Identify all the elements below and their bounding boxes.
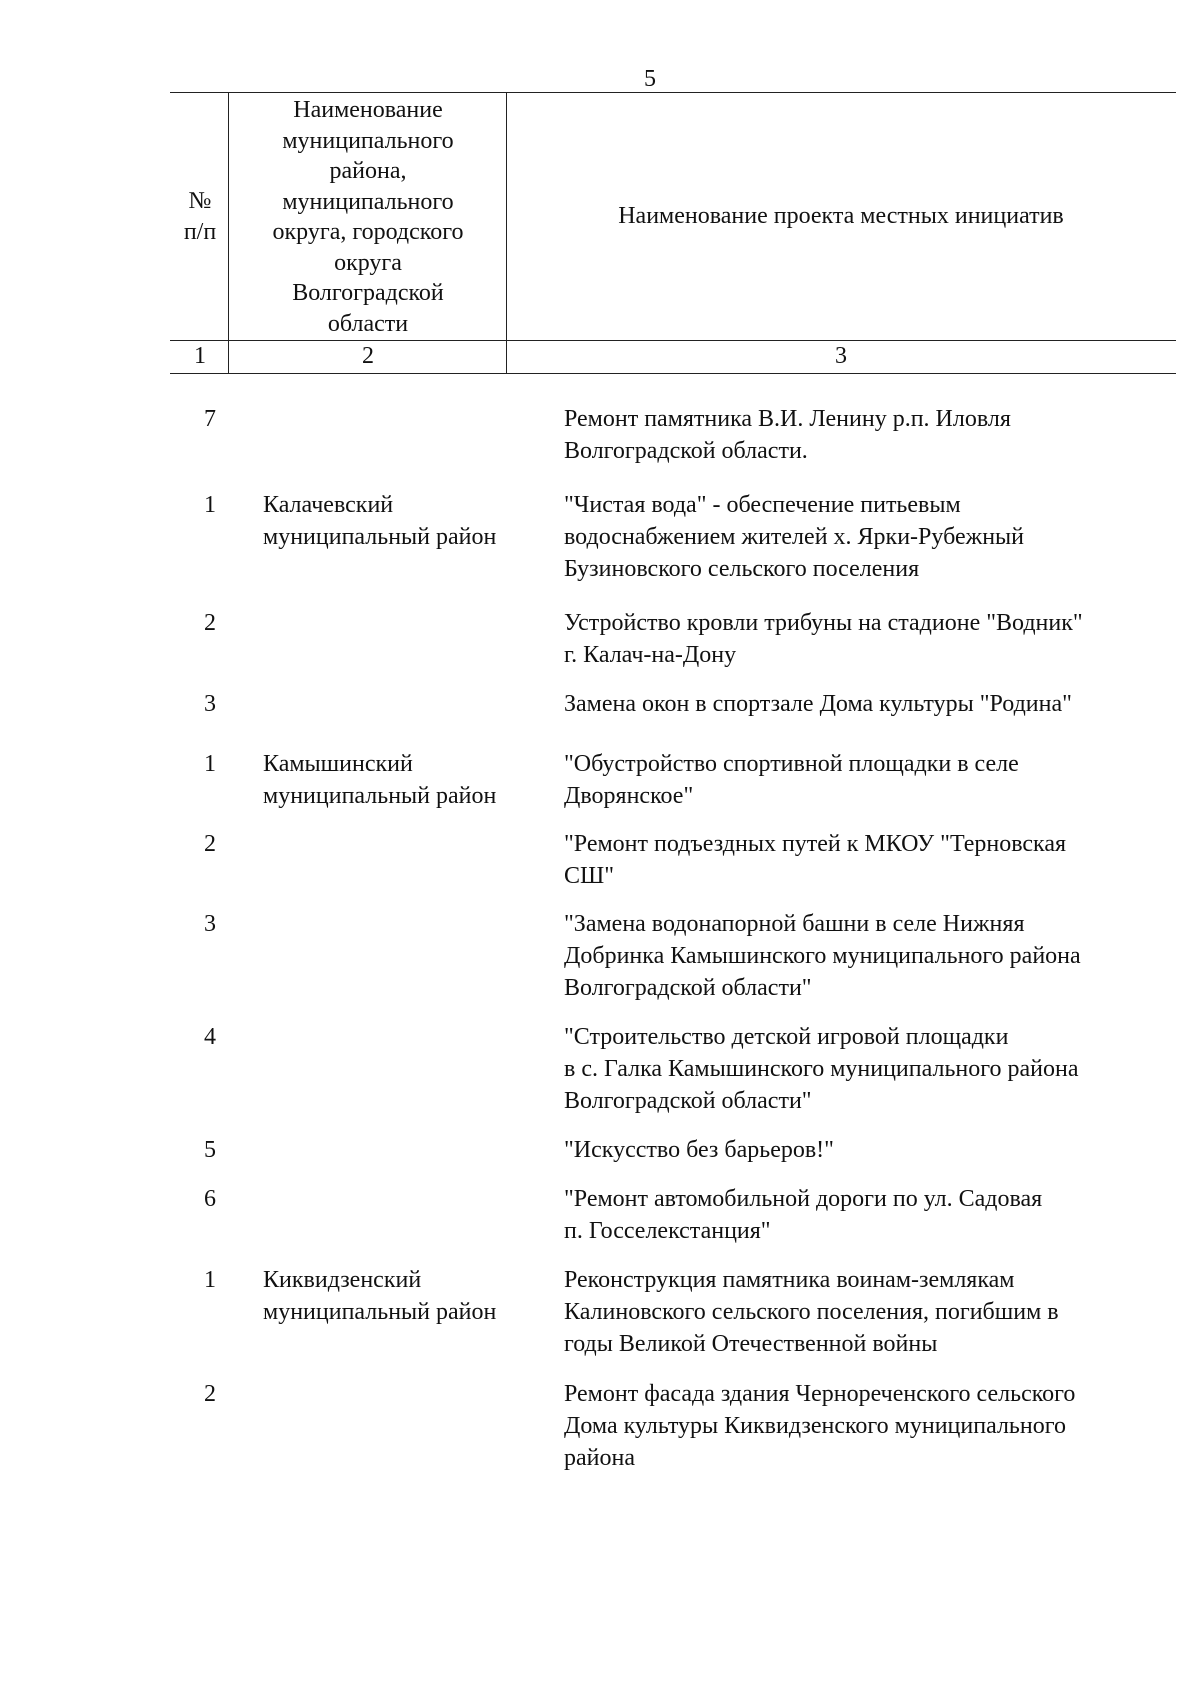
project-line: Реконструкция памятника воинам-землякам (564, 1267, 1015, 1293)
column-number-3: 3 (835, 343, 847, 369)
project-line: Волгоградской области" (564, 1088, 812, 1114)
project-line: Калиновского сельского поселения, погибшим в (564, 1299, 1059, 1325)
row-number: 2 (204, 831, 216, 857)
page-number: 5 (644, 66, 656, 92)
header-line: Наименование (293, 97, 443, 123)
project-name (564, 828, 1174, 892)
district-name (263, 489, 543, 553)
row-number: 5 (204, 1137, 216, 1163)
district-line: Камышинский (263, 751, 413, 777)
project-line: "Строительство детской игровой площадки (564, 1024, 1009, 1050)
header-line: Волгоградской (292, 280, 444, 306)
project-name (564, 748, 1174, 812)
column-number-1: 1 (194, 343, 206, 369)
project-line: водоснабжением жителей х. Ярки-Рубежный (564, 524, 1025, 550)
project-line: Бузиновского сельского поселения (564, 556, 920, 582)
header-district-column (230, 95, 506, 339)
district-line: Калачевский (263, 492, 394, 518)
project-line: Замена окон в спортзале Дома культуры "Родина" (564, 691, 1072, 717)
project-line: "Ремонт подъездных путей к МКОУ "Терновская (564, 831, 1067, 857)
project-line: Ремонт памятника В.И. Ленину р.п. Иловля (564, 406, 1011, 432)
project-line: Дворянское" (564, 783, 694, 809)
header-line: п/п (183, 218, 217, 245)
column-divider-1 (228, 92, 229, 373)
project-name (564, 908, 1174, 1004)
header-line: области (327, 310, 409, 337)
table-header-bottom-border (170, 373, 1176, 374)
project-name (564, 1378, 1174, 1474)
project-line: "Обустройство спортивной площадки в селе (564, 751, 1019, 777)
project-name (564, 688, 1174, 720)
project-line: в с. Галка Камышинского муниципального района (564, 1056, 1079, 1082)
row-number: 1 (204, 751, 216, 777)
row-number: 4 (204, 1024, 216, 1050)
row-number: 2 (204, 1381, 216, 1407)
project-line: Ремонт фасада здания Чернореченского сельского (564, 1381, 1076, 1407)
row-number: 7 (204, 406, 216, 432)
project-line: "Ремонт автомобильной дороги по ул. Садовая (564, 1186, 1043, 1212)
row-number: 1 (204, 492, 216, 518)
row-number: 3 (204, 691, 216, 717)
project-line: Добринка Камышинского муниципального района (564, 943, 1081, 969)
header-line: округа, городского (272, 219, 464, 245)
district-name (263, 1264, 543, 1328)
header-line: округа (334, 249, 402, 276)
district-line: муниципальный район (263, 1299, 497, 1325)
district-line: муниципальный район (263, 783, 497, 809)
table-top-border (170, 92, 1176, 93)
project-line: Волгоградской области" (564, 975, 812, 1001)
header-line: муниципального (282, 127, 454, 154)
project-name (564, 1021, 1174, 1117)
header-line: № (188, 188, 212, 214)
project-line: Устройство кровли трибуны на стадионе "Водник" (564, 610, 1083, 636)
row-number: 6 (204, 1186, 216, 1212)
project-line: годы Великой Отечественной войны (564, 1331, 938, 1357)
project-name (564, 489, 1174, 585)
column-divider-2 (506, 92, 507, 373)
header-number-column (172, 186, 228, 247)
row-number: 1 (204, 1267, 216, 1293)
header-project-column: Наименование проекта местных инициатив (618, 203, 1064, 229)
header-line: района, (329, 158, 407, 184)
project-line: "Чистая вода" - обеспечение питьевым (564, 492, 961, 518)
district-line: Киквидзенский (263, 1267, 422, 1293)
header-line: муниципального (282, 188, 454, 215)
project-name (564, 403, 1174, 467)
project-name (564, 607, 1174, 671)
project-line: п. Госселекстанция" (564, 1218, 771, 1244)
project-line: Дома культуры Киквидзенского муниципального (564, 1413, 1066, 1439)
project-line: Волгоградской области. (564, 438, 808, 464)
project-name (564, 1134, 1174, 1166)
project-line: СШ" (564, 863, 615, 889)
row-number: 2 (204, 610, 216, 636)
district-line: муниципальный район (263, 524, 497, 550)
project-line: г. Калач-на-Дону (564, 642, 737, 668)
project-name (564, 1264, 1174, 1360)
project-line: "Замена водонапорной башни в селе Нижняя (564, 911, 1025, 937)
district-name (263, 748, 543, 812)
column-number-2: 2 (362, 343, 374, 369)
project-line: "Искусство без барьеров!" (564, 1137, 834, 1163)
project-name (564, 1183, 1174, 1247)
project-line: района (564, 1445, 635, 1471)
row-number: 3 (204, 911, 216, 937)
